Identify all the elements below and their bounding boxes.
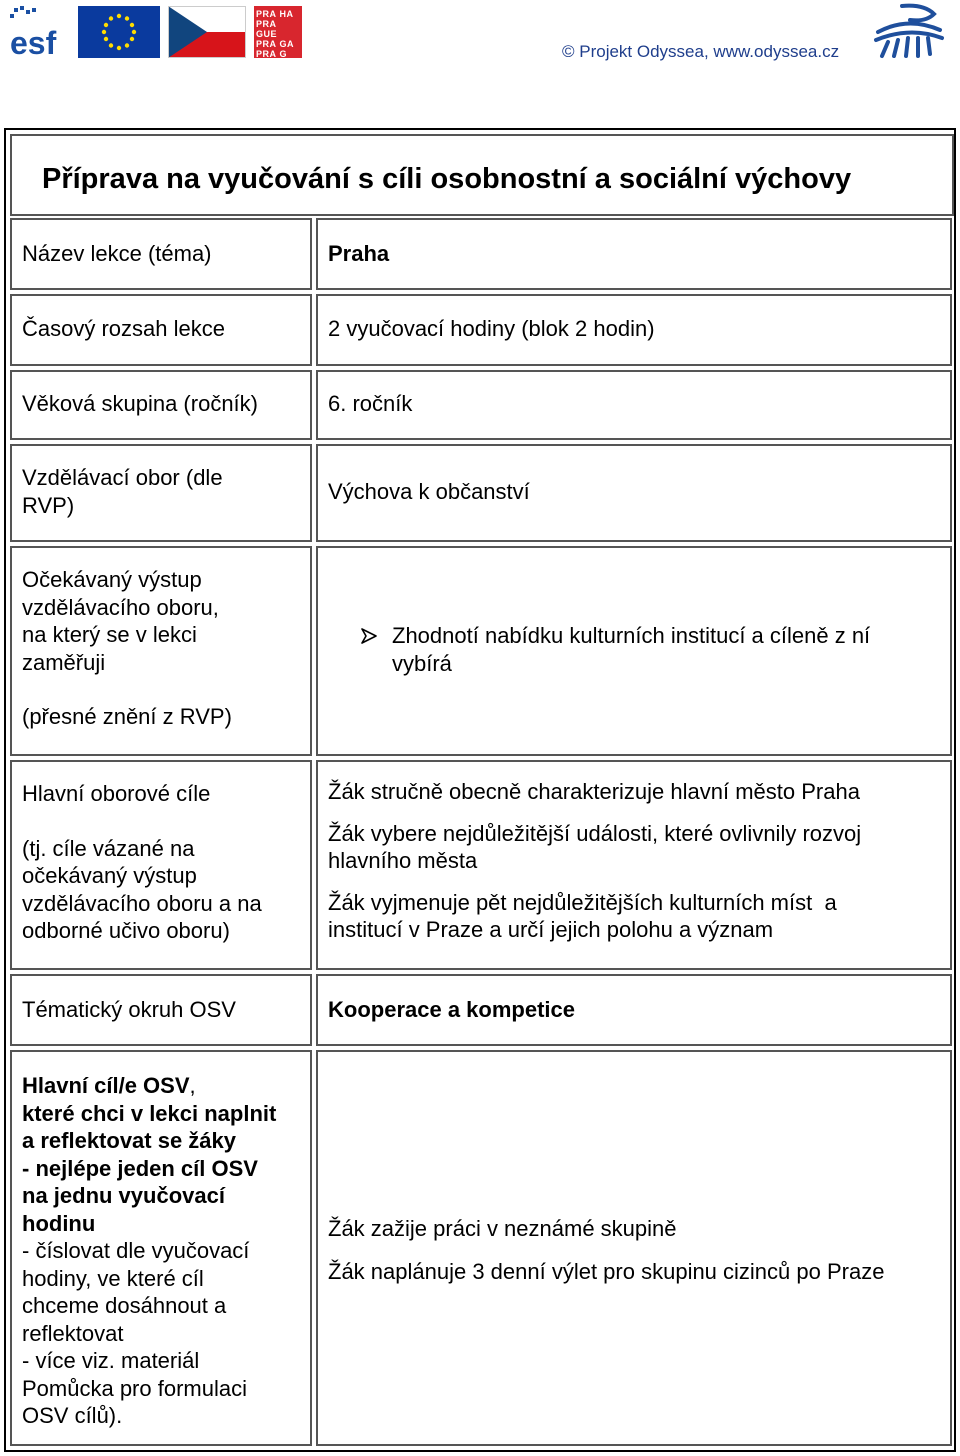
esf-logo-text: esf — [10, 25, 57, 58]
row-value-okruh — [316, 974, 952, 1046]
row-label-cile — [10, 760, 312, 970]
label-hlavni-oborove-cile — [22, 780, 302, 945]
row-value-cile — [316, 760, 952, 970]
cile-line: institucí v Praze a určí jejich polohu a význam — [328, 917, 774, 942]
label-line: Hlavní oborové cíle — [22, 781, 211, 806]
osv-item: Žák zažije práci v neznámé skupině — [328, 1216, 677, 1241]
label-note: (přesné znění z RVP) — [22, 704, 232, 729]
row-value-skupina — [316, 370, 952, 440]
label-ocekavany-vystup — [22, 566, 302, 731]
eu-flag-icon — [78, 6, 160, 58]
osv-list — [328, 1215, 942, 1285]
cile-item — [328, 820, 942, 875]
row-label-osv — [10, 1050, 312, 1446]
cile-line: hlavního města — [328, 848, 478, 873]
label-line: hodiny, ve které cíl — [22, 1265, 204, 1291]
row-label-nazev — [10, 218, 312, 290]
label-line: Hlavní cíl/e OSV, — [22, 1073, 196, 1098]
row-label-obor — [10, 444, 312, 542]
row-label-rozsah — [10, 294, 312, 366]
row-label-vystup — [10, 546, 312, 756]
label-line: OSV cílů). — [22, 1403, 123, 1428]
praha-logo-line: PRA HA — [256, 9, 294, 19]
label-line: na který se v lekci — [22, 622, 197, 647]
label-note-line: odborné učivo oboru) — [22, 918, 230, 943]
label-line: a reflektovat se žáky — [22, 1128, 237, 1153]
row-value-obor — [316, 444, 952, 542]
row-label-okruh — [10, 974, 312, 1046]
label-line: reflektovat — [22, 1320, 124, 1346]
document-title: Příprava na vyučování s cíli osobnostní a sociální výchovy — [42, 163, 852, 195]
label-note-line: očekávaný výstup — [22, 863, 197, 888]
cile-item — [328, 889, 942, 944]
label-line: Očekávaný výstup — [22, 567, 202, 592]
czech-flag-icon — [168, 6, 246, 58]
esf-logo — [8, 6, 70, 58]
arrowhead-bullet-icon — [360, 627, 378, 645]
label-line: chceme dosáhnout a — [22, 1293, 227, 1318]
value-nazev-lekce: Praha — [328, 241, 390, 266]
label-line: Vzdělávací obor (dle — [22, 465, 223, 490]
row-value-osv — [316, 1050, 952, 1446]
osv-item: Žák naplánuje 3 denní výlet pro skupinu cizinců po Praze — [328, 1258, 885, 1284]
label-line: Pomůcka pro formulaci — [22, 1375, 247, 1401]
praha-logo — [254, 6, 302, 58]
cile-item — [328, 778, 942, 806]
label-nazev-lekce: Název lekce (téma) — [22, 241, 212, 266]
label-tematicky-okruh: Tématický okruh OSV — [22, 997, 236, 1022]
vystup-line: Zhodnotí nabídku kulturních institucí a cíleně z ní — [392, 623, 871, 648]
label-vzdelavaci-obor — [22, 464, 302, 519]
label-line: vzdělávacího oboru, — [22, 594, 219, 620]
label-casovy-rozsah: Časový rozsah lekce — [22, 316, 225, 341]
label-hlavni-cil-osv — [22, 1072, 302, 1430]
label-vekova-skupina: Věková skupina (ročník) — [22, 391, 258, 416]
label-line: které chci v lekci naplnit — [22, 1100, 277, 1126]
vystup-text — [392, 622, 870, 677]
label-line: na jednu vyučovací — [22, 1183, 225, 1208]
vystup-line: vybírá — [392, 650, 452, 676]
praha-logo-line: PRA GA — [256, 39, 295, 49]
row-label-skupina — [10, 370, 312, 440]
label-note-line: (tj. cíle vázané na — [22, 835, 195, 861]
value-vzdelavaci-obor: Výchova k občanství — [328, 479, 530, 504]
label-line: - více viz. materiál — [22, 1348, 200, 1373]
label-line: - číslovat dle vyučovací — [22, 1238, 250, 1263]
value-tematicky-okruh: Kooperace a kompetice — [328, 997, 575, 1022]
vystup-list-item — [360, 622, 942, 677]
document-title-cell — [10, 134, 954, 216]
label-note-line: vzdělávacího oboru a na — [22, 890, 262, 916]
label-line: hodinu — [22, 1210, 96, 1236]
cile-line: Žák stručně obecně charakterizuje hlavní město Praha — [328, 779, 860, 804]
label-line: - nejlépe jeden cíl OSV — [22, 1155, 258, 1181]
label-line: RVP) — [22, 492, 75, 518]
esf-logo-graphic — [8, 6, 70, 58]
cile-list — [328, 778, 942, 944]
lesson-plan-table — [4, 128, 956, 1452]
value-casovy-rozsah: 2 vyučovací hodiny (blok 2 hodin) — [328, 316, 655, 341]
row-value-nazev — [316, 218, 952, 290]
cile-line: Žák vybere nejdůležitější události, které ovlivnily rozvoj — [328, 820, 862, 846]
value-vekova-skupina: 6. ročník — [328, 391, 413, 416]
row-value-vystup — [316, 546, 952, 756]
header-logos — [8, 4, 302, 60]
odyssea-logo — [868, 2, 950, 60]
copyright-credit: © Projekt Odyssea, www.odyssea.cz — [562, 42, 840, 61]
row-value-rozsah — [316, 294, 952, 366]
cile-line: Žák vyjmenuje pět nejdůležitějších kulturních míst a — [328, 889, 837, 915]
praha-logo-line: PRA G — [256, 49, 288, 59]
label-line: zaměřuji — [22, 649, 106, 675]
praha-logo-line: PRA GUE — [256, 19, 278, 39]
